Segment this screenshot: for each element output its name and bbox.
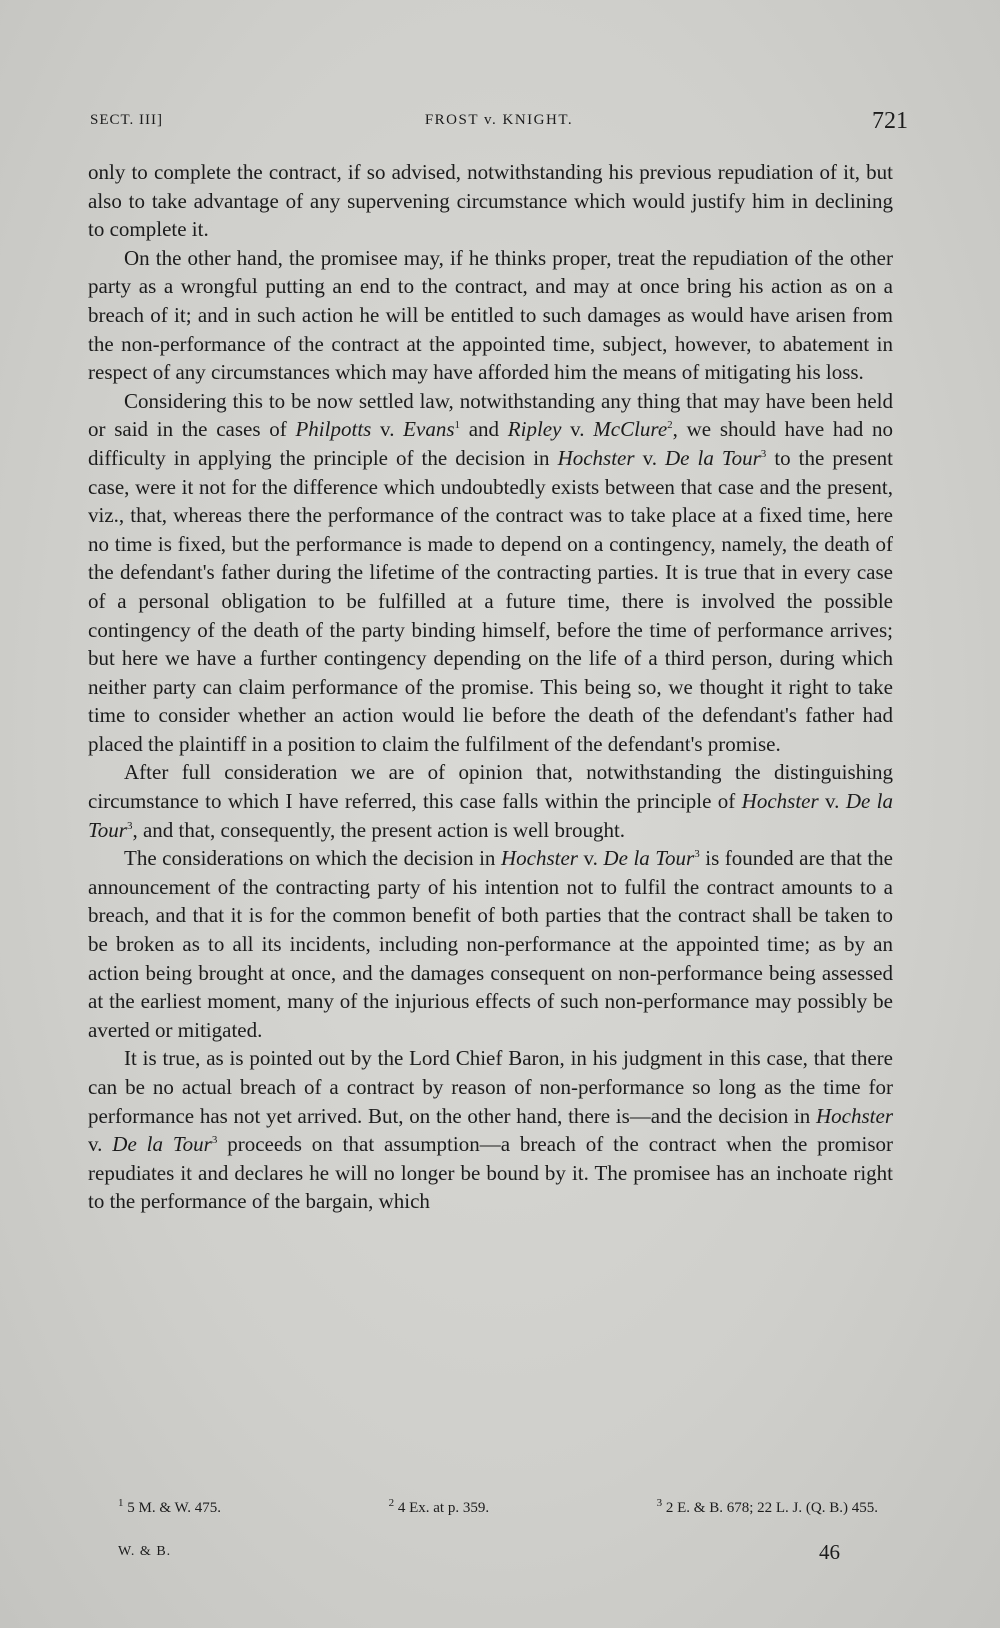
text-run: and	[460, 417, 508, 442]
text-run: It is true, as is pointed out by the Lord Chief Baron, in his judgment in this case, that there can be no actual breach of a contract by reason of non-performance so long as the time for performance has not yet arrived. But, on the other hand, there is—and the decision in	[88, 1046, 893, 1128]
body-text	[88, 158, 893, 1216]
text-run: , we should have had no difficulty in applying the principle of the decision in	[88, 417, 893, 470]
signature-number: 46	[819, 1540, 840, 1564]
paragraph	[88, 844, 893, 1044]
footnote-ref: 1	[454, 419, 460, 432]
footnote-ref: 3	[694, 848, 700, 861]
text-run: only to complete the contract, if so advised, notwithstanding his previous repudiation of it, but also to take advantage of any supervening circumstance which would justify him in declining to complete it.	[88, 160, 893, 242]
text-run: v.	[88, 1132, 113, 1157]
text-run: v.	[634, 445, 665, 470]
text-run: , and that, consequently, the present action is well brought.	[132, 817, 626, 842]
running-title: FROST v. KNIGHT.	[424, 112, 574, 128]
case-name: Hochster	[500, 846, 578, 871]
paragraph	[88, 244, 893, 387]
paragraph	[88, 758, 893, 844]
section-label: SECT. III]	[90, 112, 164, 128]
footnote-3: $^3$ 2 E. & B. 678; 22 L. J. (Q. B.) 455.	[656, 1497, 878, 1516]
paragraph	[88, 158, 893, 244]
case-name: Philpotts	[295, 417, 372, 442]
case-name: De la Tour	[603, 846, 695, 871]
text-run: On the other hand, the promisee may, if he thinks proper, treat the repudiation of the other party as a wrongful putting an end to the contract, and may at once bring his action as on a breach of it; and in such action he will be entitled to such damages as would have arisen from the non-performance of the contract at the appointed time, subject, however, to abatement in respect of any circumstances which may have afforded him the means of mitigating his loss.	[88, 245, 893, 385]
case-name: Hochster	[816, 1103, 893, 1128]
footnote-ref: 3	[126, 819, 133, 832]
text-run: v.	[818, 789, 846, 814]
footnote-1: $^1$ 5 M. & W. 475.	[118, 1497, 222, 1516]
footnote-2: $^2$ 4 Ex. at p. 359.	[388, 1497, 490, 1516]
text-run: v.	[561, 417, 594, 442]
text-run: proceeds on that assumption—a breach of the contract when the promisor repudiates it and declares he will no longer be bound by it. The promisee has an inchoate right to the performance of the bargain, which	[88, 1132, 894, 1214]
case-name: De la Tour	[88, 789, 894, 842]
text-run: to the present case, were it not for the difference which undoubtedly exists between that case and the present, viz., that, whereas there the performance of the contract was to take place at a fixed time, here no time is fixed, but the performance is made to depend on a contingency, namely, the death of the defendant's father during the lifetime of the contracting parties. It is true that in every case of a personal obligation to be fulfilled at a future time, there is involved the possible contingency of the death of the party binding himself, before the time of performance arrives; but here we have a further contingency depending on the life of a third person, during which neither party can claim performance of the promise. This being so, we thought it right to take time to consider whether an action would lie before the death of the defendant's father had placed the plaintiff in a position to claim the fulfilment of the defendant's promise.	[88, 445, 893, 756]
running-header	[90, 108, 908, 142]
paragraph	[88, 387, 893, 759]
text-run: After full consideration we are of opinion that, notwithstanding the distinguishing circumstance to which I have referred, this case falls within the principle of	[88, 760, 893, 814]
paragraph	[88, 1044, 893, 1216]
case-name: De la Tour	[665, 445, 761, 470]
footnote-ref: 3	[760, 447, 767, 460]
text-run: The considerations on which the decision in	[124, 846, 501, 871]
footnote-ref: 3	[211, 1134, 218, 1147]
case-name: Evans	[403, 417, 455, 442]
case-name: Ripley	[507, 417, 562, 442]
text-run: is founded are that the announcement of the contracting party of his intention not to fulfil the contract amounts to a breach, and that it is for the common benefit of both parties that the contract shall be taken to be broken as to all its incidents, including non-performance at the appointed time; as by an action being brought at once, and the damages consequent on non-performance being assessed at the earliest moment, many of the injurious effects of such non-performance may possibly be averted or mitigated.	[88, 846, 893, 1042]
case-name: De la Tour	[112, 1132, 212, 1157]
case-name: McClure	[593, 417, 668, 442]
footnote-ref: 2	[667, 419, 673, 432]
text-run: v.	[577, 846, 604, 871]
text-run: v.	[371, 417, 404, 442]
case-name: Hochster	[557, 445, 635, 470]
case-name: Hochster	[741, 789, 819, 814]
signature-mark: W. & B.	[118, 1544, 172, 1559]
page-number: 721	[872, 108, 908, 134]
text-run: Considering this to be now settled law, notwithstanding any thing that may have been held or said in the cases of	[88, 388, 893, 442]
footnotes	[118, 1497, 878, 1517]
